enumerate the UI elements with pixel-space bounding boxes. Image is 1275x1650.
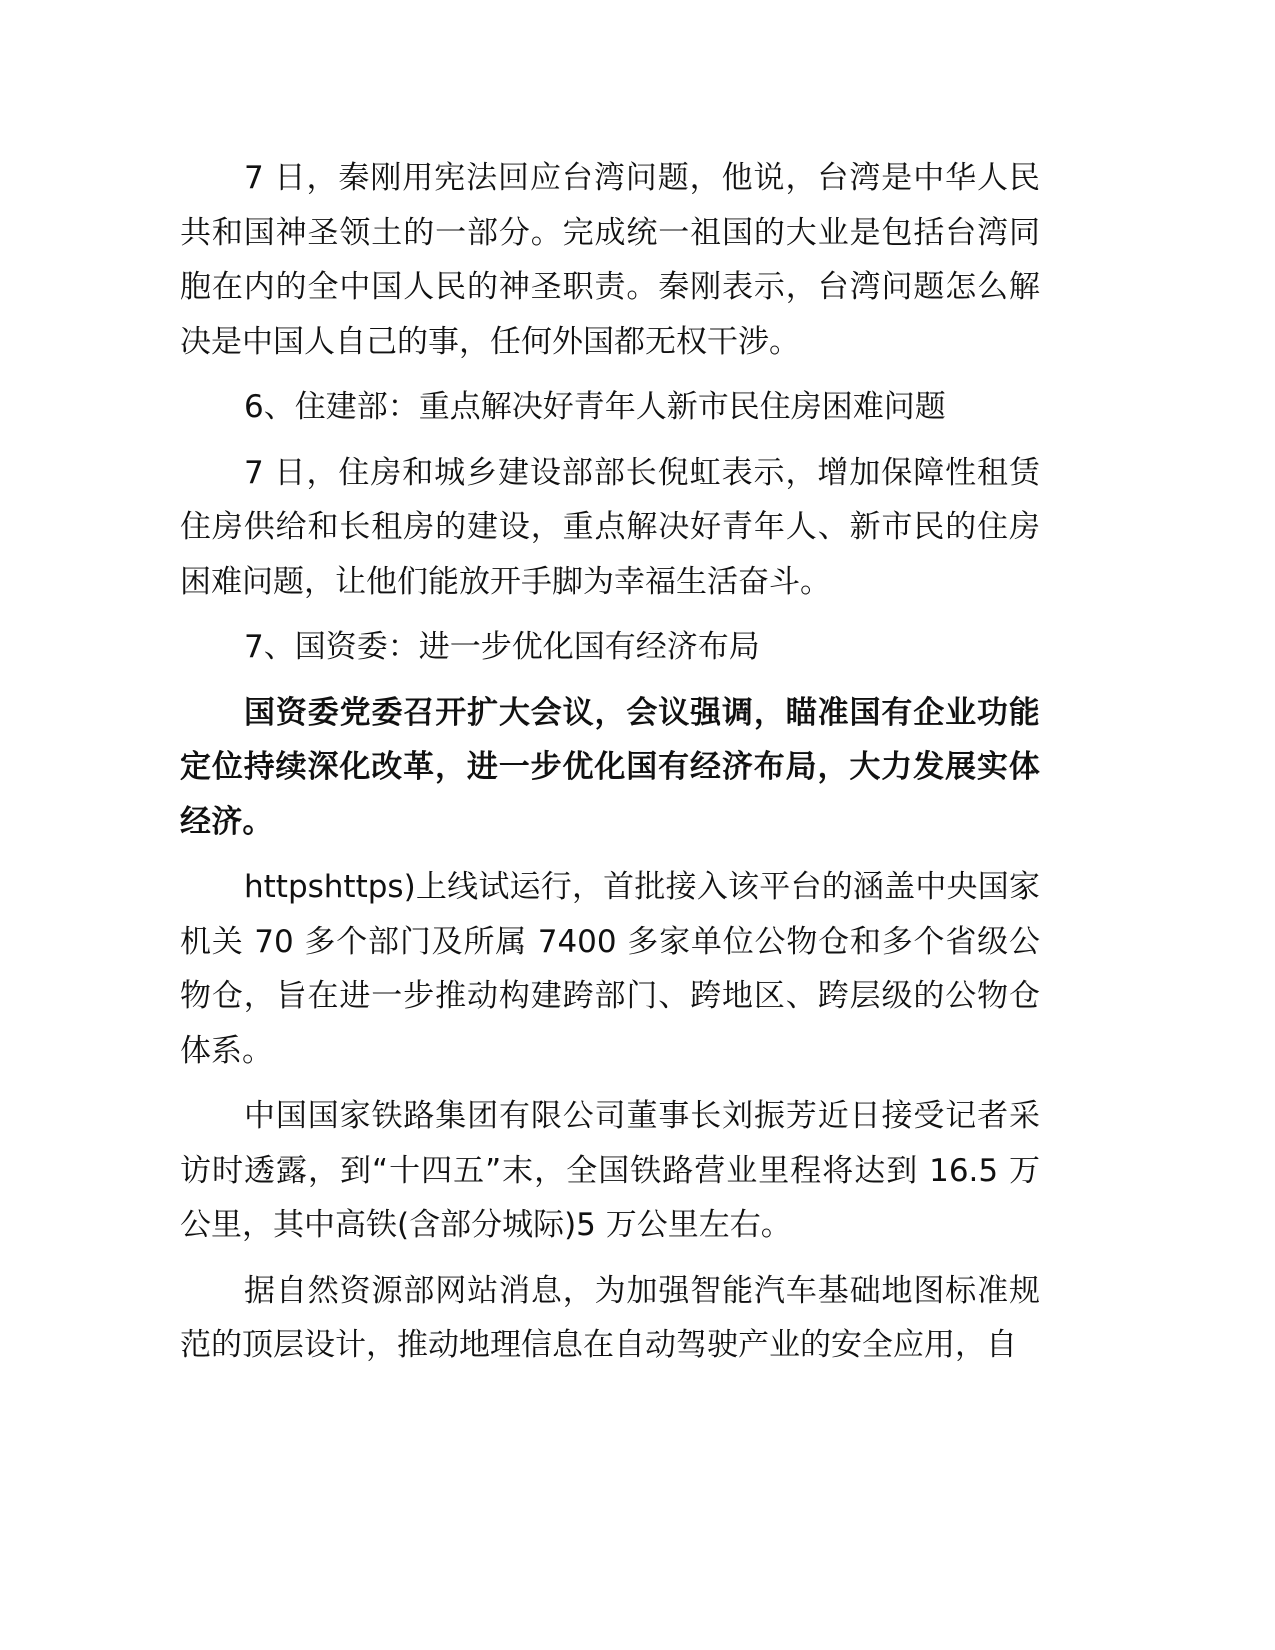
paragraph-taiwan-constitution: 7 日，秦刚用宪法回应台湾问题，他说，台湾是中华人民共和国神圣领土的一部分。完成统一祖国的大业是包括台湾同胞在内的全中国人民的神圣职责。秦刚表示，台湾问题怎么解决是中国人自己的事，任何外国都无权干涉。 [180,160,1040,360]
paragraph-natural-resources: 据自然资源部网站消息，为加强智能汽车基础地图标准规范的顶层设计，推动地理信息在自动驾驶产业的安全应用，自 [180,1272,1040,1363]
heading-sasac: 7、国资委：进一步优化国有经济布局 [244,629,760,665]
paragraph-sasac: 国资委党委召开扩大会议，会议强调，瞄准国有企业功能定位持续深化改革，进一步优化国有经济布局，大力发展实体经济。 [180,694,1040,840]
paragraph-railway: 中国国家铁路集团有限公司董事长刘振芳近日接受记者采访时透露，到“十四五”末，全国铁路营业里程将达到 16.5 万公里，其中高铁(含部分城际)5 万公里左右。 [180,1098,1040,1243]
document-body [180,151,1040,1384]
paragraph-public-warehouse: httpshttps)上线试运行，首批接入该平台的涵盖中央国家机关 70 多个部门及所属 7400 多家单位公物仓和多个省级公物仓，旨在进一步推动构建跨部门、跨地区、跨层级的公物仓体系。 [180,869,1040,1069]
paragraph-housing-ministry: 7 日，住房和城乡建设部部长倪虹表示，增加保障性租赁住房供给和长租房的建设，重点解决好青年人、新市民的住房困难问题，让他们能放开手脚为幸福生活奋斗。 [180,454,1040,600]
heading-housing-ministry: 6、住建部：重点解决好青年人新市民住房困难问题 [244,389,946,425]
